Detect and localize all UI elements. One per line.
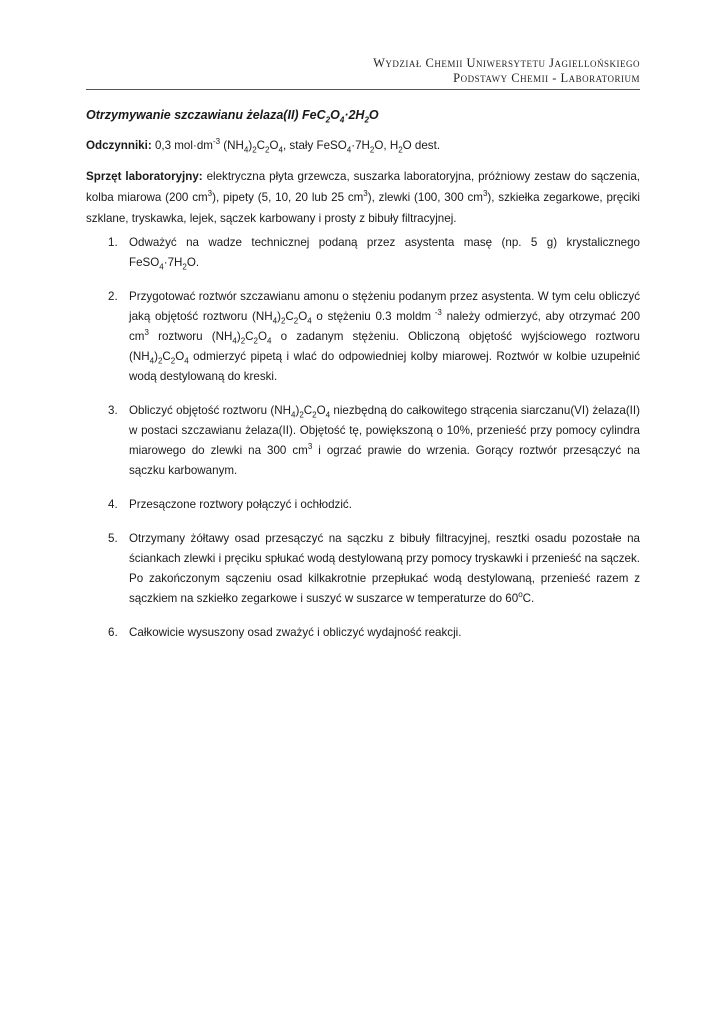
- procedure-step: 3. Obliczyć objętość roztworu $(NH_4)_2C_2O_4$ niezbędną do całkowitego strącenia siarczanu(VI) żelaza(II) w postaci szczawianu żelaza(II). Objętość tę, powiększoną o 10%, przenieść przy pomocy cylindra miarowego do zlewki na 300 $cm^3$ i ogrzać prawie do wrzenia. Gorący roztwór przesączyć na sączku karbowanym.: [86, 401, 640, 481]
- equipment-paragraph: Sprzęt laboratoryjny: elektryczna płyta grzewcza, suszarka laboratoryjna, próżniowy zestaw do sączenia, kolba miarowa (200 $cm^3$), pipety (5, 10, 20 lub 25 $cm^3$), zlewki (100, 300 $cm^3$), szkiełka zegarkowe, pręciki szklane, tryskawka, lejek, sączek karbowany i prosty z bibuły filtracyjnej.: [86, 170, 640, 225]
- procedure-step: 2. Przygotować roztwór szczawianu amonu o stężeniu podanym przez asystenta. W tym celu obliczyć jaką objętość roztworu $(NH_4)_2C_2O_4$ o stężeniu 0.3 moldm $^{-3}$ należy odmierzyć, aby otrzymać 200 $cm^3$ roztworu $(NH_4)_2C_2O_4$ o zadanym stężeniu. Obliczoną objętość wyjściowego roztworu $(NH_4)_2C_2O_4$ odmierzyć pipetą i wlać do odpowiedniej kolby miarowej. Roztwór w kolbie uzupełnić wodą destylowaną do kreski.: [86, 287, 640, 387]
- step-number: 3.: [108, 404, 118, 417]
- step-number: 4.: [108, 498, 118, 511]
- step-number: 2.: [108, 290, 118, 303]
- procedure-step: 5. Otrzymany żółtawy osad przesączyć na sączku z bibuły filtracyjnej, resztki osadu pozostałe na ściankach zlewki i pręciku spłukać wodą destylowaną przy pomocy tryskawki i przenieść na sączek. Po zakończonym sączeniu osad kilkakrotnie przepłukać wodą destylowaną, przenieść razem z sączkiem na szkiełko zegarkowe i suszyć w suszarce w temperaturze do 60$^o$C.: [86, 529, 640, 609]
- procedure-step: 4. Przesączone roztwory połączyć i ochłodzić.: [86, 495, 640, 515]
- step-number: 6.: [108, 626, 118, 639]
- header-line-faculty: Wydział Chemii Uniwersytetu Jagiellońskiego: [373, 56, 640, 70]
- equipment-label: Sprzęt laboratoryjny:: [86, 170, 203, 183]
- reagents-label: Odczynniki:: [86, 139, 152, 152]
- header-divider: [86, 89, 640, 90]
- document-header: [86, 56, 640, 86]
- step-number: 5.: [108, 532, 118, 545]
- procedure-step: 1. Odważyć na wadze technicznej podaną przez asystenta masę (np. 5 g) krystalicznego $FeSO_4\cdot 7H_2O$.: [86, 233, 640, 273]
- header-line-course: Podstawy Chemii - Laboratorium: [453, 71, 640, 85]
- procedure-steps: [86, 233, 640, 657]
- procedure-step: 6. Całkowicie wysuszony osad zważyć i obliczyć wydajność reakcji.: [86, 623, 640, 643]
- page-title: Otrzymywanie szczawianu żelaza(II) $FeC_2O_4\cdot 2H_2O$: [86, 108, 379, 125]
- reagents-paragraph: Odczynniki: 0,3 $mol\cdot dm^{-3}$ $(NH_4)_2C_2O_4$, stały $FeSO_4\cdot 7H_2O$, $H_2O$ dest.: [86, 137, 441, 155]
- step-number: 1.: [108, 236, 118, 249]
